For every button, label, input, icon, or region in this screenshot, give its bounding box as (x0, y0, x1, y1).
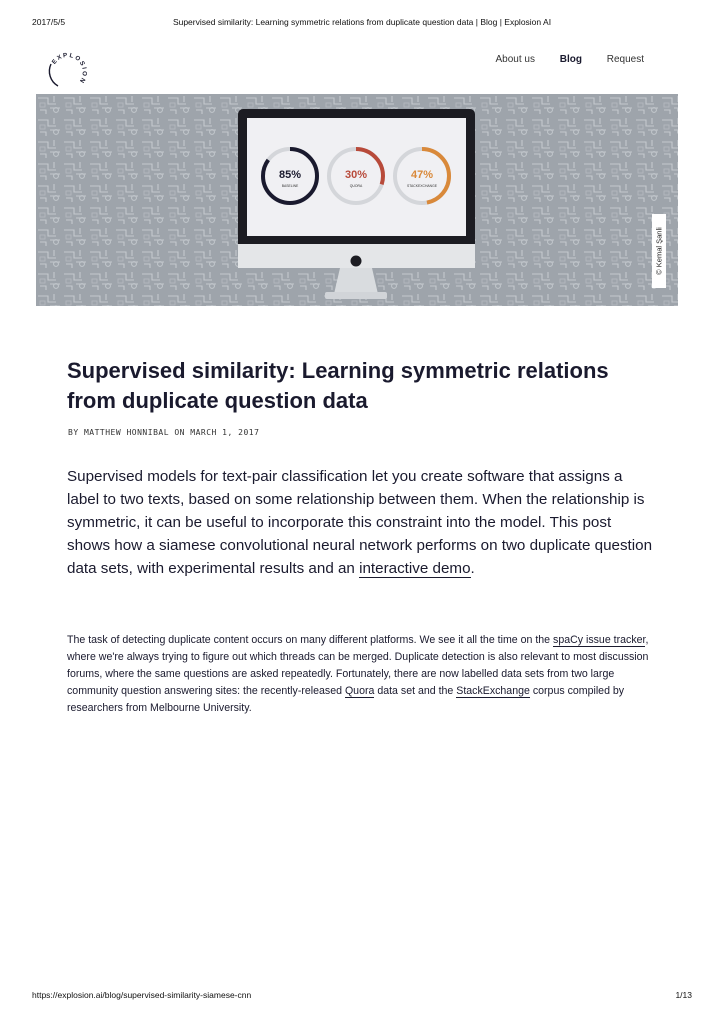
nav-blog[interactable]: Blog (559, 54, 582, 65)
gauge-value: 85% (278, 169, 302, 181)
quora-link[interactable]: Quora (344, 685, 375, 697)
print-page-number: 1/13 (675, 990, 692, 1000)
lead-end: . (470, 560, 475, 577)
hero-image (36, 94, 678, 306)
monitor-camera (351, 256, 362, 267)
byline: BY MATTHEW HONNIBAL ON MARCH 1, 2017 (68, 428, 260, 437)
body-text-d: corpus compiled by researchers from Melbourne University. (67, 685, 625, 714)
print-title: Supervised similarity: Learning symmetric relations from duplicate question data | Blog | Explosion AI (172, 17, 552, 27)
body-text-c: data set and the (374, 685, 457, 697)
gauge-label: QUORA (349, 184, 363, 188)
main-nav (473, 54, 644, 65)
print-date: 2017/5/5 (32, 17, 66, 27)
explosion-logo[interactable] (44, 50, 88, 94)
logo-text: EXPLOSION (50, 51, 88, 86)
print-footer (32, 990, 692, 1004)
svg-text:EXPLOSION (51, 52, 88, 85)
print-header (32, 17, 692, 31)
body-text-b: , where we're always trying to figure out which threads can be merged. Duplicate detection is also relevant to most discussion forums, where the same questions are asked repeatedly. Fortunately, there are now labelled data sets from two large community question answering sites: the recently-released (67, 634, 649, 697)
gauge-value: 30% (344, 169, 368, 181)
lead-text: Supervised models for text-pair classification let you create software that assigns a label to two texts, based on some relationship between them. When the relationship is symmetric, it can be useful to incorporate this constraint into the model. This post shows how a siamese convolutional neural network performs on two duplicate question data sets, with experimental results and an (67, 468, 653, 577)
post-title: Supervised similarity: Learning symmetric relations from duplicate question data (67, 358, 609, 413)
lead-paragraph (67, 465, 657, 580)
gauge-value: 47% (410, 169, 434, 181)
hero-illustration (36, 94, 678, 306)
gauge-label: STACKEXCHANGE (406, 184, 438, 188)
nav-request[interactable]: Request (606, 54, 644, 65)
nav-about[interactable]: About us (495, 54, 535, 65)
body-paragraph (67, 632, 657, 717)
stackexchange-link[interactable]: StackExchange (456, 685, 530, 697)
interactive-demo-link[interactable]: interactive demo (359, 560, 471, 577)
body-text-a: The task of detecting duplicate content occurs on many different platforms. We see it all the time on the (67, 634, 554, 646)
print-url: https://explosion.ai/blog/supervised-similarity-siamese-cnn (32, 990, 252, 1000)
photo-credit-text: © Kemal Şanli (654, 227, 664, 275)
gauge-label: BASELINE (281, 184, 299, 188)
spacy-issue-tracker-link[interactable]: spaCy issue tracker (553, 634, 646, 646)
photo-credit (652, 214, 666, 288)
